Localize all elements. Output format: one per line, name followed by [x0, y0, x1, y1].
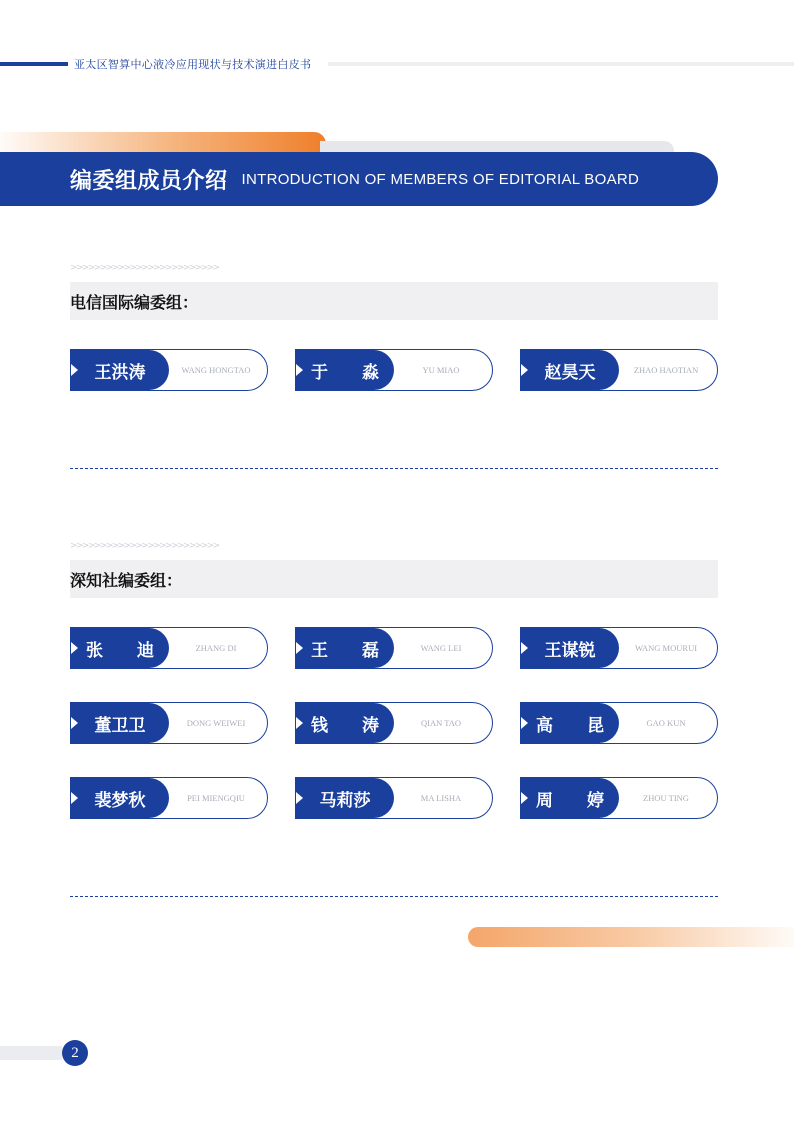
- member-name-en: ZHAO HAOTIAN: [633, 365, 699, 375]
- member-card: [295, 702, 493, 744]
- notch-arrow-icon: [521, 364, 528, 376]
- notch-arrow-icon: [71, 364, 78, 376]
- notch-arrow-icon: [521, 642, 528, 654]
- member-card: [70, 702, 268, 744]
- member-name-cn: 周 婷: [521, 778, 619, 818]
- banner-orange-stripe: [0, 132, 326, 154]
- notch-arrow-icon: [296, 717, 303, 729]
- member-name-cn: 裴梦秋: [71, 778, 169, 818]
- member-card: [520, 349, 718, 391]
- notch-arrow-icon: [521, 792, 528, 804]
- member-name-cn: 马莉莎: [296, 778, 394, 818]
- section-divider: [70, 468, 718, 469]
- member-name-en: WANG LEI: [420, 643, 462, 653]
- group-heading: [70, 282, 718, 320]
- notch-arrow-icon: [296, 642, 303, 654]
- section-banner: [0, 152, 718, 206]
- header-accent-bar: [0, 62, 68, 66]
- member-name-en: YU MIAO: [422, 365, 460, 375]
- member-name-cn: 王洪涛: [71, 350, 169, 390]
- member-name-en: GAO KUN: [646, 718, 686, 728]
- notch-arrow-icon: [296, 792, 303, 804]
- section-divider: [70, 896, 718, 897]
- group-title: 电信国际编委组：: [70, 292, 199, 312]
- member-name-en: PEI MIENGQIU: [187, 793, 245, 803]
- member-name-en: WANG HONGTAO: [181, 365, 251, 375]
- member-card: [520, 777, 718, 819]
- member-name-en: QIAN TAO: [420, 718, 461, 728]
- decorative-orange-bar: [468, 927, 794, 947]
- member-name-cn: 赵昊天: [521, 350, 619, 390]
- member-name-cn: 王谋锐: [521, 628, 619, 668]
- notch-arrow-icon: [71, 642, 78, 654]
- chevron-divider-icon: >>>>>>>>>>>>>>>>>>>>>>>>>: [70, 541, 219, 551]
- notch-arrow-icon: [521, 717, 528, 729]
- member-card: [70, 349, 268, 391]
- member-card: [520, 627, 718, 669]
- member-card: [295, 777, 493, 819]
- group-heading: [70, 560, 718, 598]
- member-name-en: ZHANG DI: [195, 643, 237, 653]
- notch-arrow-icon: [296, 364, 303, 376]
- member-name-en: MA LISHA: [420, 793, 462, 803]
- member-name-cn: 于 淼: [296, 350, 394, 390]
- header-rule: [328, 62, 794, 66]
- member-name-cn: 高 昆: [521, 703, 619, 743]
- member-name-cn: 董卫卫: [71, 703, 169, 743]
- notch-arrow-icon: [71, 717, 78, 729]
- notch-arrow-icon: [71, 792, 78, 804]
- member-name-en: DONG WEIWEI: [186, 718, 246, 728]
- member-name-cn: 王 磊: [296, 628, 394, 668]
- banner-title-en: INTRODUCTION OF MEMBERS OF EDITORIAL BOARD: [241, 170, 640, 188]
- member-card: [70, 627, 268, 669]
- group-title: 深知社编委组：: [70, 570, 183, 590]
- member-card: [295, 349, 493, 391]
- member-card: [295, 627, 493, 669]
- page-number: 2: [62, 1040, 88, 1066]
- running-title: 亚太区智算中心液冷应用现状与技术演进白皮书: [74, 58, 312, 71]
- banner-title-cn: 编委组成员介绍: [70, 168, 228, 194]
- footer-bar: [0, 1046, 62, 1060]
- member-name-en: WANG MOURUI: [634, 643, 698, 653]
- member-name-en: ZHOU TING: [643, 793, 689, 803]
- member-card: [70, 777, 268, 819]
- member-name-cn: 张 迪: [71, 628, 169, 668]
- chevron-divider-icon: >>>>>>>>>>>>>>>>>>>>>>>>>: [70, 263, 219, 273]
- member-name-cn: 钱 涛: [296, 703, 394, 743]
- member-card: [520, 702, 718, 744]
